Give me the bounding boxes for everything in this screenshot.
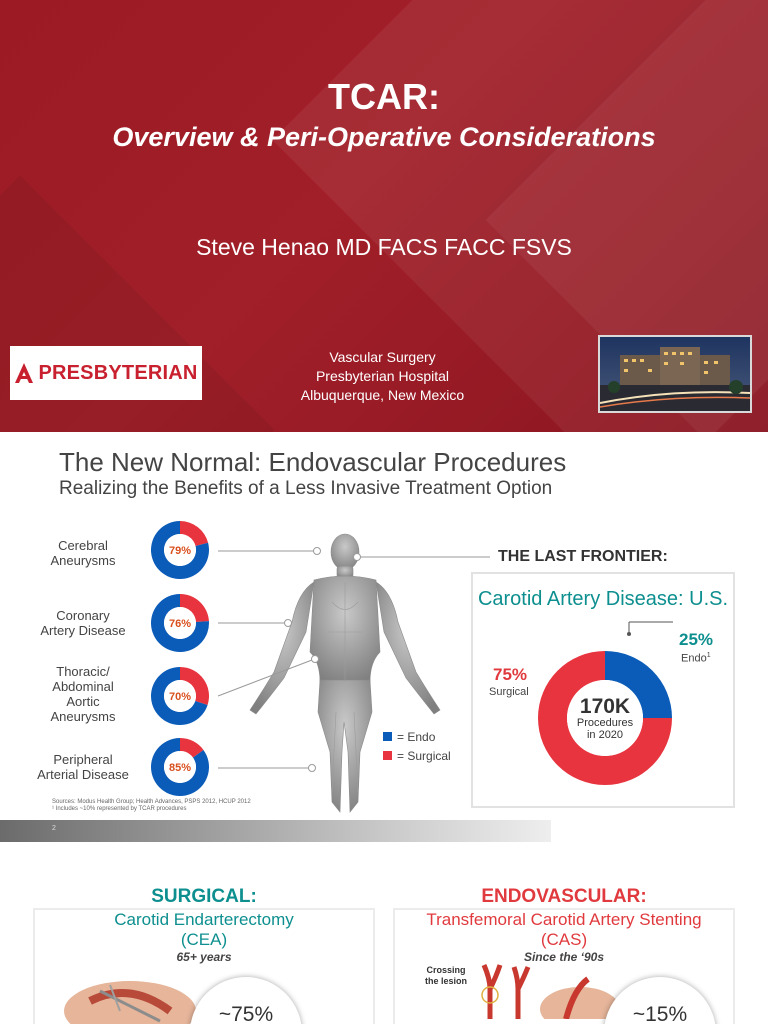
carotid-callout-box bbox=[471, 572, 735, 808]
procedures-count: 170K bbox=[579, 695, 631, 718]
location-hospital: Presbyterian Hospital bbox=[315, 368, 450, 384]
logo-wordmark: PRESBYTERIAN bbox=[38, 361, 198, 384]
surgical-label: Surgical bbox=[489, 686, 529, 698]
surgical-procedure-name: Carotid Endarterectomy (CEA) bbox=[114, 910, 294, 949]
crossing-lesion-annotation: Crossing the lesion bbox=[424, 965, 467, 986]
donut-percent-label: 76% bbox=[168, 618, 192, 630]
label-aortic-aneurysms: Thoracic/ Abdominal Aortic Aneurysms bbox=[50, 664, 116, 724]
endovascular-history: Since the ‘90s bbox=[523, 950, 605, 964]
endovascular-procedure-name: Transfemoral Carotid Artery Stenting (CAS) bbox=[426, 910, 702, 949]
author-line: Steve Henao MD FACS FACC FSVS bbox=[196, 234, 572, 260]
label-coronary-artery-disease: Coronary Artery Disease bbox=[40, 608, 126, 638]
surgical-percentage: 75% bbox=[493, 665, 528, 684]
presbyterian-logo bbox=[10, 346, 202, 400]
label-cerebral-aneurysms: Cerebral Aneurysms bbox=[50, 538, 116, 568]
footer-bar bbox=[0, 820, 551, 842]
donut-peripheral-arterial-disease bbox=[150, 737, 210, 797]
endovascular-slide bbox=[0, 432, 768, 844]
surgical-heading: SURGICAL: bbox=[151, 886, 257, 907]
location-block bbox=[250, 348, 515, 405]
label-peripheral-arterial-disease: Peripheral Arterial Disease bbox=[37, 752, 129, 782]
donut-percent-label: 85% bbox=[168, 762, 192, 774]
hospital-photo bbox=[598, 335, 752, 413]
endovascular-stat-circle: ~15% bbox=[604, 977, 716, 1024]
endarterectomy-illustration bbox=[60, 971, 200, 1024]
donut-cerebral-aneurysms bbox=[150, 520, 210, 580]
chart-legend bbox=[383, 728, 451, 766]
slide-subtitle: Overview & Peri-Operative Considerations bbox=[112, 122, 656, 152]
legend-endo: = Endo bbox=[383, 728, 451, 747]
surgical-history: 65+ years bbox=[176, 950, 232, 964]
procedures-caption: Procedures in 2020 bbox=[576, 717, 634, 741]
slide-subtitle: Realizing the Benefits of a Less Invasive Treatment Option bbox=[59, 478, 553, 499]
carotid-chart-title: Carotid Artery Disease: U.S. bbox=[477, 588, 729, 610]
last-frontier-label: THE LAST FRONTIER: bbox=[498, 548, 668, 565]
donut-percent-label: 79% bbox=[168, 545, 192, 557]
endo-label: Endo$^1$ bbox=[681, 652, 711, 665]
location-department: Vascular Surgery bbox=[329, 349, 436, 365]
legend-surgical: = Surgical bbox=[383, 747, 451, 766]
sources-footnote: Sources: Modus Health Group; Health Advances, PSPS 2012, HCUP 2012 ¹ Includes ~10% represented by TCAR procedures bbox=[52, 799, 251, 812]
human-body-illustration bbox=[210, 522, 510, 822]
presbyterian-logo-icon bbox=[14, 362, 34, 384]
location-city: Albuquerque, New Mexico bbox=[300, 387, 465, 403]
surgical-stat-circle: ~75% bbox=[190, 977, 302, 1024]
donut-aortic-aneurysms bbox=[150, 666, 210, 726]
endovascular-heading: ENDOVASCULAR: bbox=[481, 886, 647, 907]
slide-title: The New Normal: Endovascular Procedures bbox=[59, 447, 567, 477]
page-number: 2 bbox=[52, 825, 56, 832]
carotid-artery-illustration bbox=[470, 959, 630, 1019]
title-slide bbox=[0, 0, 768, 432]
comparison-slide bbox=[0, 855, 768, 1024]
donut-percent-label: 70% bbox=[168, 691, 192, 703]
donut-coronary-artery-disease bbox=[150, 593, 210, 653]
endo-percentage: 25% bbox=[679, 630, 714, 649]
slide-title: TCAR: bbox=[328, 76, 440, 117]
